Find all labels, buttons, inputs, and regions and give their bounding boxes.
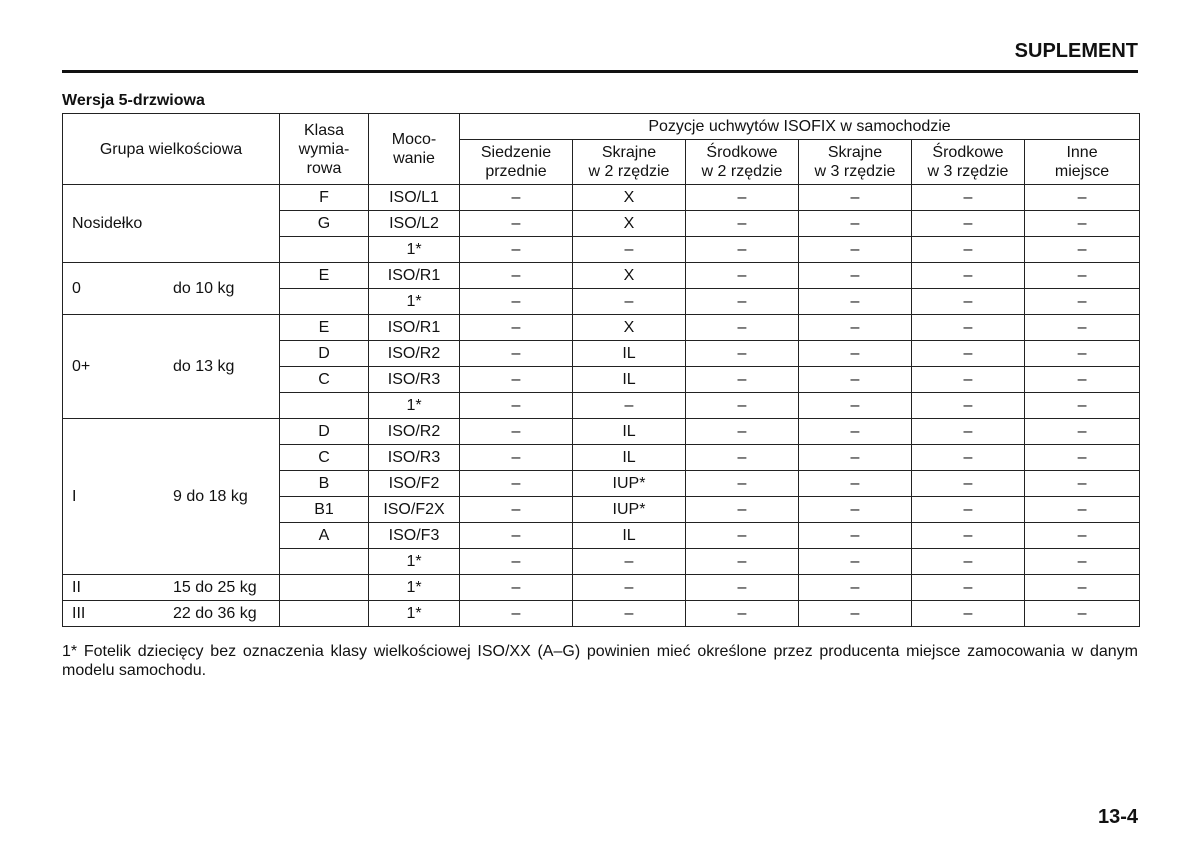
fixture-cell: ISO/F2 bbox=[369, 471, 460, 497]
header-position-line: Inne bbox=[1066, 144, 1098, 161]
position-cell: – bbox=[912, 471, 1025, 497]
group-cell bbox=[63, 263, 280, 315]
position-cell: – bbox=[460, 211, 573, 237]
position-cell: – bbox=[912, 601, 1025, 627]
fixture-cell: ISO/R3 bbox=[369, 367, 460, 393]
position-cell: – bbox=[799, 289, 912, 315]
position-cell: – bbox=[573, 549, 686, 575]
header-position bbox=[799, 140, 912, 185]
position-cell: – bbox=[686, 419, 799, 445]
header-divider bbox=[62, 70, 1138, 73]
position-cell: – bbox=[686, 575, 799, 601]
position-cell: – bbox=[1025, 471, 1140, 497]
table-row bbox=[63, 575, 1140, 601]
position-cell: – bbox=[799, 497, 912, 523]
page-number: 13-4 bbox=[1097, 806, 1138, 828]
position-cell: – bbox=[460, 341, 573, 367]
header-position-line: w 2 rzędzie bbox=[588, 163, 670, 180]
table-row bbox=[63, 601, 1140, 627]
position-cell: IL bbox=[573, 341, 686, 367]
position-cell: – bbox=[799, 341, 912, 367]
position-cell: – bbox=[799, 237, 912, 263]
position-cell: X bbox=[573, 185, 686, 211]
group-cell bbox=[63, 419, 280, 575]
fixture-cell: 1* bbox=[369, 237, 460, 263]
position-cell: – bbox=[799, 601, 912, 627]
header-fixture-line: Moco- bbox=[391, 131, 437, 148]
position-cell: – bbox=[686, 523, 799, 549]
position-cell: – bbox=[686, 237, 799, 263]
position-cell: – bbox=[573, 237, 686, 263]
position-cell: – bbox=[460, 419, 573, 445]
position-cell: – bbox=[912, 393, 1025, 419]
size-class-cell: B bbox=[280, 471, 369, 497]
header-position-line: w 3 rzędzie bbox=[814, 163, 896, 180]
position-cell: – bbox=[912, 263, 1025, 289]
header-size-class-line: Klasa bbox=[303, 121, 345, 139]
header-position-line: w 3 rzędzie bbox=[927, 163, 1009, 180]
position-cell: – bbox=[799, 523, 912, 549]
group-name: Nosidełko bbox=[72, 215, 143, 232]
position-cell: – bbox=[912, 549, 1025, 575]
size-class-cell bbox=[280, 393, 369, 419]
position-cell: – bbox=[460, 471, 573, 497]
position-cell: – bbox=[460, 263, 573, 289]
header-position-line: Środkowe bbox=[706, 144, 778, 161]
fixture-cell: ISO/R2 bbox=[369, 341, 460, 367]
position-cell: – bbox=[460, 445, 573, 471]
position-cell: IUP* bbox=[573, 471, 686, 497]
table-row bbox=[63, 263, 1140, 289]
group-mass: do 10 kg bbox=[173, 280, 235, 297]
position-cell: – bbox=[573, 601, 686, 627]
position-cell: – bbox=[573, 289, 686, 315]
position-cell: – bbox=[799, 575, 912, 601]
size-class-cell bbox=[280, 237, 369, 263]
position-cell: – bbox=[1025, 497, 1140, 523]
group-name: 0 bbox=[72, 280, 81, 297]
group-cell bbox=[63, 601, 280, 627]
group-name: II bbox=[72, 579, 81, 596]
position-cell: – bbox=[686, 471, 799, 497]
position-cell: – bbox=[799, 471, 912, 497]
header-position bbox=[1025, 140, 1140, 185]
position-cell: – bbox=[460, 393, 573, 419]
isofix-table bbox=[62, 113, 1140, 627]
header-size-class-line: rowa bbox=[306, 159, 342, 177]
table-head bbox=[63, 114, 1140, 185]
position-cell: – bbox=[912, 211, 1025, 237]
position-cell: IUP* bbox=[573, 497, 686, 523]
header-position bbox=[460, 140, 573, 185]
position-cell: IL bbox=[573, 523, 686, 549]
position-cell: – bbox=[686, 211, 799, 237]
size-class-cell: E bbox=[280, 315, 369, 341]
header-group: Grupa wielkościowa bbox=[63, 114, 280, 185]
position-cell: – bbox=[799, 419, 912, 445]
position-cell: X bbox=[573, 315, 686, 341]
size-class-cell bbox=[280, 289, 369, 315]
position-cell: – bbox=[912, 315, 1025, 341]
position-cell: – bbox=[1025, 263, 1140, 289]
position-cell: – bbox=[799, 393, 912, 419]
position-cell: – bbox=[686, 289, 799, 315]
fixture-cell: 1* bbox=[369, 393, 460, 419]
position-cell: – bbox=[686, 263, 799, 289]
group-mass: 22 do 36 kg bbox=[173, 605, 257, 622]
position-cell: – bbox=[686, 315, 799, 341]
page-header-title: SUPLEMENT bbox=[1014, 40, 1138, 62]
fixture-cell: 1* bbox=[369, 289, 460, 315]
position-cell: – bbox=[799, 367, 912, 393]
group-cell bbox=[63, 315, 280, 419]
position-cell: – bbox=[686, 497, 799, 523]
position-cell: – bbox=[799, 315, 912, 341]
position-cell: – bbox=[912, 523, 1025, 549]
size-class-cell: B1 bbox=[280, 497, 369, 523]
position-cell: X bbox=[573, 263, 686, 289]
position-cell: – bbox=[799, 185, 912, 211]
group-mass: 15 do 25 kg bbox=[173, 579, 257, 596]
position-cell: – bbox=[460, 315, 573, 341]
position-cell: – bbox=[912, 497, 1025, 523]
position-cell: IL bbox=[573, 367, 686, 393]
position-cell: – bbox=[686, 341, 799, 367]
header-position-line: w 2 rzędzie bbox=[701, 163, 783, 180]
position-cell: X bbox=[573, 211, 686, 237]
position-cell: – bbox=[1025, 549, 1140, 575]
position-cell: – bbox=[1025, 419, 1140, 445]
size-class-cell: D bbox=[280, 419, 369, 445]
position-cell: – bbox=[1025, 601, 1140, 627]
position-cell: – bbox=[1025, 315, 1140, 341]
table-row bbox=[63, 419, 1140, 445]
position-cell: – bbox=[912, 419, 1025, 445]
fixture-cell: 1* bbox=[369, 575, 460, 601]
fixture-cell: ISO/L2 bbox=[369, 211, 460, 237]
size-class-cell bbox=[280, 575, 369, 601]
group-mass: 9 do 18 kg bbox=[173, 488, 248, 505]
group-cell bbox=[63, 575, 280, 601]
position-cell: – bbox=[799, 549, 912, 575]
header-position bbox=[912, 140, 1025, 185]
position-cell: – bbox=[460, 367, 573, 393]
position-cell: IL bbox=[573, 445, 686, 471]
header-fixture bbox=[369, 114, 460, 185]
header-position bbox=[686, 140, 799, 185]
position-cell: – bbox=[799, 445, 912, 471]
position-cell: – bbox=[799, 211, 912, 237]
position-cell: – bbox=[799, 263, 912, 289]
position-cell: – bbox=[460, 289, 573, 315]
fixture-cell: ISO/R2 bbox=[369, 419, 460, 445]
fixture-cell: ISO/R1 bbox=[369, 263, 460, 289]
size-class-cell: E bbox=[280, 263, 369, 289]
position-cell: IL bbox=[573, 419, 686, 445]
position-cell: – bbox=[1025, 367, 1140, 393]
table-body bbox=[63, 185, 1140, 627]
size-class-cell: C bbox=[280, 367, 369, 393]
position-cell: – bbox=[460, 523, 573, 549]
header-position bbox=[573, 140, 686, 185]
fixture-cell: ISO/F3 bbox=[369, 523, 460, 549]
header-size-class bbox=[280, 114, 369, 185]
group-name: III bbox=[72, 605, 86, 622]
table-row bbox=[63, 185, 1140, 211]
position-cell: – bbox=[912, 237, 1025, 263]
position-cell: – bbox=[912, 367, 1025, 393]
section-title: Wersja 5-drzwiowa bbox=[62, 92, 205, 109]
position-cell: – bbox=[573, 575, 686, 601]
position-cell: – bbox=[1025, 237, 1140, 263]
size-class-cell: G bbox=[280, 211, 369, 237]
position-cell: – bbox=[460, 497, 573, 523]
footnote: 1* Fotelik dziecięcy bez oznaczenia klasy wielkościowej ISO/XX (A–G) powinien mieć określone przez producenta miejsce zamocowania w danym modelu samochodu. bbox=[62, 643, 1138, 679]
size-class-cell: C bbox=[280, 445, 369, 471]
table-row bbox=[63, 315, 1140, 341]
position-cell: – bbox=[1025, 289, 1140, 315]
position-cell: – bbox=[460, 601, 573, 627]
header-position-line: Środkowe bbox=[932, 144, 1004, 161]
header-size-class-line: wymia- bbox=[298, 140, 350, 158]
position-cell: – bbox=[1025, 211, 1140, 237]
position-cell: – bbox=[686, 445, 799, 471]
position-cell: – bbox=[1025, 445, 1140, 471]
position-cell: – bbox=[912, 445, 1025, 471]
fixture-cell: 1* bbox=[369, 601, 460, 627]
fixture-cell: ISO/R1 bbox=[369, 315, 460, 341]
group-name: I bbox=[72, 488, 77, 505]
header-fixture-line: wanie bbox=[393, 150, 435, 167]
header-position-line: miejsce bbox=[1054, 163, 1110, 180]
position-cell: – bbox=[1025, 523, 1140, 549]
group-name: 0+ bbox=[72, 358, 91, 375]
header-position-line: Skrajne bbox=[601, 144, 657, 161]
position-cell: – bbox=[1025, 341, 1140, 367]
header-positions-title: Pozycje uchwytów ISOFIX w samochodzie bbox=[460, 114, 1140, 140]
position-cell: – bbox=[686, 367, 799, 393]
group-cell bbox=[63, 185, 280, 263]
position-cell: – bbox=[460, 185, 573, 211]
position-cell: – bbox=[1025, 185, 1140, 211]
position-cell: – bbox=[912, 185, 1025, 211]
header-position-line: przednie bbox=[485, 163, 547, 180]
group-mass: do 13 kg bbox=[173, 358, 235, 375]
position-cell: – bbox=[912, 289, 1025, 315]
size-class-cell: D bbox=[280, 341, 369, 367]
position-cell: – bbox=[1025, 575, 1140, 601]
size-class-cell bbox=[280, 601, 369, 627]
size-class-cell: F bbox=[280, 185, 369, 211]
position-cell: – bbox=[460, 549, 573, 575]
position-cell: – bbox=[686, 549, 799, 575]
fixture-cell: 1* bbox=[369, 549, 460, 575]
size-class-cell bbox=[280, 549, 369, 575]
position-cell: – bbox=[686, 601, 799, 627]
header-position-line: Siedzenie bbox=[480, 144, 552, 161]
position-cell: – bbox=[912, 341, 1025, 367]
fixture-cell: ISO/L1 bbox=[369, 185, 460, 211]
header-position-line: Skrajne bbox=[827, 144, 883, 161]
fixture-cell: ISO/F2X bbox=[369, 497, 460, 523]
fixture-cell: ISO/R3 bbox=[369, 445, 460, 471]
position-cell: – bbox=[912, 575, 1025, 601]
position-cell: – bbox=[573, 393, 686, 419]
size-class-cell: A bbox=[280, 523, 369, 549]
position-cell: – bbox=[460, 575, 573, 601]
position-cell: – bbox=[460, 237, 573, 263]
position-cell: – bbox=[1025, 393, 1140, 419]
position-cell: – bbox=[686, 185, 799, 211]
position-cell: – bbox=[686, 393, 799, 419]
